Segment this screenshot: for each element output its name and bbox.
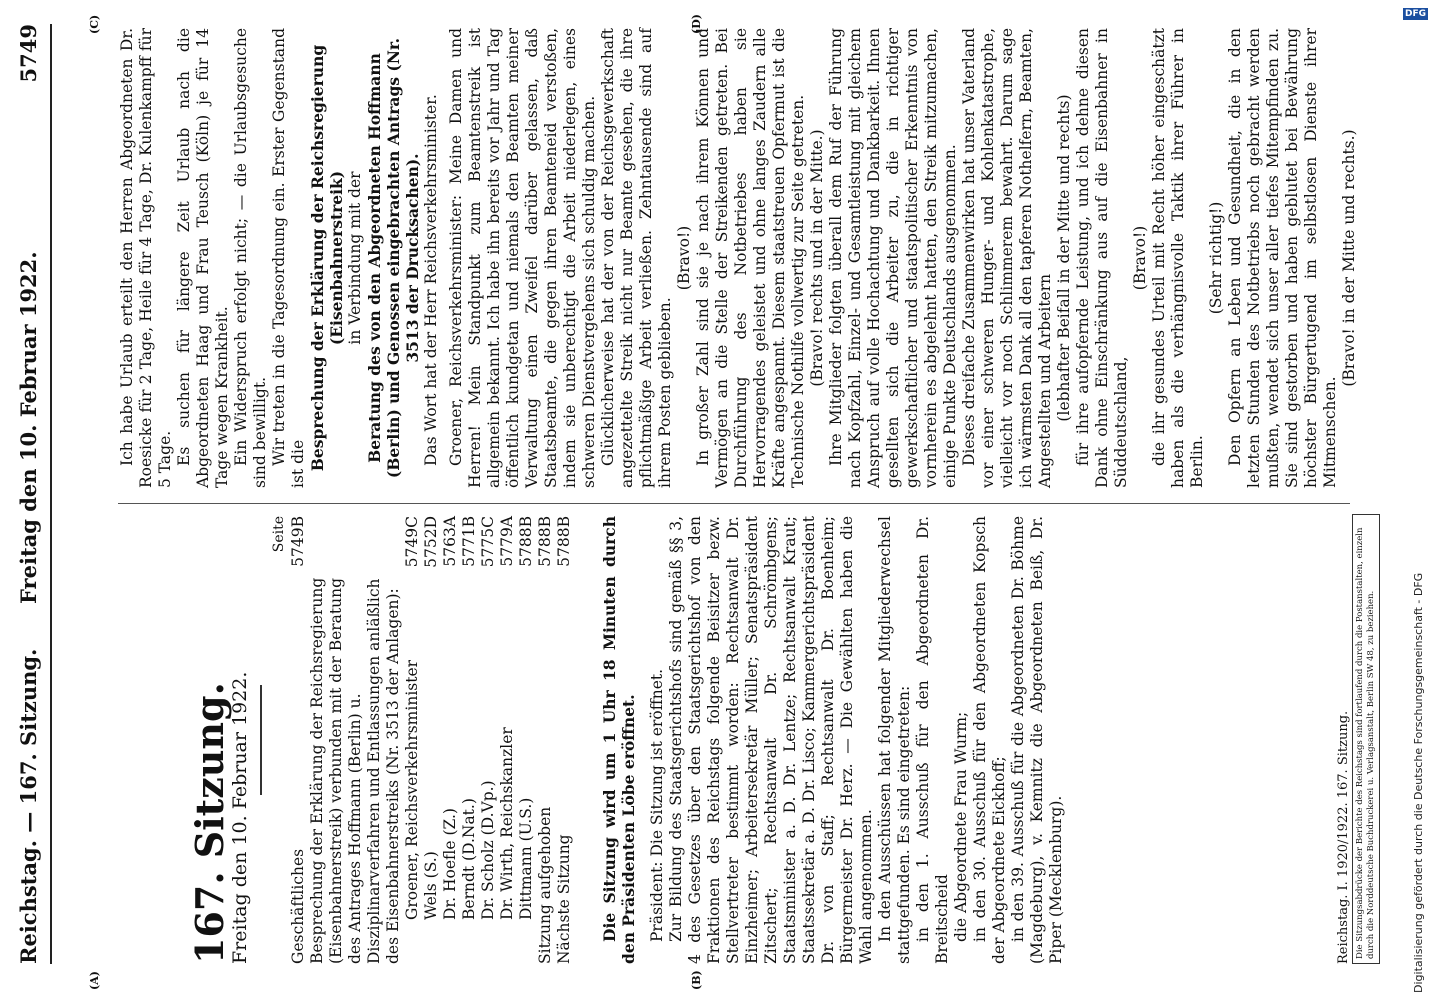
toc-entry-page: 5763A: [441, 516, 459, 567]
toc-entry-text: Dr. Hoefle (Z.): [441, 808, 459, 920]
toc-entry-text: Dr. Wirth, Reichskanzler: [498, 727, 516, 920]
left-column: [118, 516, 1066, 964]
floor-given: Das Wort hat der Herr Reichsverkehrsminister.: [422, 94, 440, 466]
margin-mark-a: (A): [88, 971, 101, 990]
title-rule: [260, 685, 262, 795]
no-objection: Ein Widerspruch erfolgt nicht; — die Urlaubsgesuche sind bewilligt.: [232, 28, 269, 488]
staatsgerichtshof-paragraph: Zur Bildung des Staatsgerichtshofs sind gemäß §§ 3, 4 des Gesetzes über den Staatsgerichtshof von den Fraktionen des Reichstags folgende Beisitzer bezw. Stellvertreter bestimmt worden: Rechtsanwalt Dr. Einzheimer; Arbeitersekretär Müller; Senatspräsident Zitschert; Rechtsanwalt Dr. Schrömbgens; Staatsminister a. D. Dr. Lentze; Rechtsanwalt Kraut; Staatssekretär a. D. Dr. Lisco; Kammergerichtspräsident Dr. von Staff; Rechtsanwalt Dr. Boenheim; Bürgermeister Dr. Herz. — Die Gewählten haben die Wahl angenommen.: [667, 516, 875, 964]
president-statement: Präsident: Die Sitzung ist eröffnet.: [648, 668, 666, 942]
footer-signature: Reichstag. I. 1920/1922. 167. Sitzung.: [1336, 710, 1351, 964]
toc-entry-page: 5788B: [536, 516, 554, 567]
toc-seite-label: Seite: [271, 516, 287, 553]
agenda-intro: Wir treten in die Tagesordnung ein. Erster Gegenstand ist die: [270, 28, 307, 488]
page-header: [16, 24, 52, 964]
committee-1: in den 1. Ausschuß für den Abgeordneten Dr. Breitscheid: [914, 516, 951, 964]
committee-change-paragraph: In den Ausschüssen hat folgender Mitgliederwechsel stattgefunden. Es sind eingetreten:: [876, 516, 913, 964]
toc-row: [422, 516, 441, 964]
groener-speech-8: Den Opfern an Leben und Gesundheit, die in den letzten Stunden des Notbetriebs noch gebracht werden mußten, wendet sich unser aller tiefes Mitempfinden zu. Sie sind gestorben und haben geblutet bei Bewährung höchster Bürgertugend im selbstlosen Dienste ihrer Mitmenschen.: [1226, 28, 1339, 488]
header-date: Freitag den 10. Februar 1922.: [16, 251, 41, 604]
toc-row: [441, 516, 460, 964]
toc-rows: [289, 516, 574, 964]
toc-entry-text: Groener, Reichsverkehrsminister: [403, 659, 421, 920]
committee-1-member: die Abgeordnete Frau Wurm;: [952, 711, 970, 942]
toc-entry-text: Dittmann (U.S.): [517, 797, 535, 920]
toc-row: [308, 516, 403, 964]
toc-row: [498, 516, 517, 964]
toc-entry-page: 5788B: [555, 516, 573, 567]
toc-row: [403, 516, 422, 964]
interjection-bravo-3: (Bravo!): [1131, 225, 1149, 291]
toc-entry-text: Nächste Sitzung: [555, 834, 573, 964]
toc-row: [479, 516, 498, 964]
interjection-sehr-richtig: (Sehr richtig!): [1207, 201, 1225, 315]
groener-speech-5: Dieses dreifache Zusammenwirken hat unser Vaterland vor einer schweren Hunger- und Kohlenkatastrophe, vielleicht vor noch Schlimmerem bewahrt. Darum sage ich wärmsten Dank all den tapferen Nothelfern, Beamten, Angestellten und Arbeitern: [960, 28, 1054, 488]
interjection-bravo-4: (Bravo! in der Mitte und rechts.): [1340, 129, 1358, 387]
toc-row: [536, 516, 555, 964]
interjection-applause: (lebhafter Beifall in der Mitte und rechts): [1055, 94, 1073, 422]
toc-row: [555, 516, 574, 964]
groener-speech-6: für ihre aufopfernde Leistung, und ich dehne diesen Dank ohne Einschränkung aus auf die Eisenbahner in Süddeutschland,: [1074, 28, 1130, 488]
agenda-item-1: Besprechung der Erklärung der Reichsregierung (Eisenbahnerstreik): [308, 44, 346, 472]
toc-entry-page: 5749B: [289, 516, 307, 567]
toc-row: [517, 516, 536, 964]
groener-speech-2: Glücklicherweise hat der von der Reichsgewerkschaft angezettelte Streik nicht nur Beamte gesehen, die ihre pflichtmäßige Arbeit verließen. Zehntausende sind auf ihrem Posten geblieben.: [599, 28, 674, 488]
committee-30: in den 30. Ausschuß für den Abgeordneten Kopsch der Abgeordnete Eickhoff;: [971, 516, 1008, 964]
credit-text: Digitalisierung gefördert durch die Deutsche Forschungsgemeinschaft - DFG: [1412, 572, 1425, 993]
toc-entry-text: Berndt (D.Nat.): [460, 798, 478, 920]
dfg-logo: DFG: [1404, 9, 1426, 19]
groener-speech-7: die ihr gesundes Urteil mit Recht höher eingeschätzt haben als die verhängnisvolle Taktik ihrer Führer in Berlin.: [1150, 28, 1206, 488]
leave-granted: Ich habe Urlaub erteilt den Herren Abgeordneten Dr. Roesicke für 2 Tage, Heile für 4 Tage, Dr. Kulenkampff für 5 Tage.: [118, 28, 174, 488]
toc-entry-text: Geschäftliches: [289, 848, 307, 964]
toc-entry-page: 5779A: [498, 516, 516, 567]
toc-entry-page: 5749C: [403, 516, 421, 568]
header-left: Reichstag. — 167. Sitzung.: [16, 648, 41, 964]
toc-entry-text: Besprechung der Erklärung der Reichsregierung (Eisenbahnerstreik) verbunden mit der Beratung des Antrages Hoffmann (Berlin) u. Disziplinarverfahren und Entlassungen anläßlich des Eisenbahnerstreiks (Nr. 3513 der Anlagen):: [308, 577, 402, 964]
toc-entry-text: Dr. Scholz (D.Vp.): [479, 780, 497, 920]
leave-requests: Es suchen für längere Zeit Urlaub nach die Abgeordneten Haag und Frau Teusch (Köln) je für 14 Tage wegen Krankheit.: [175, 28, 231, 488]
digitization-credit: [1412, 8, 1430, 993]
opening-paragraph: Die Sitzung wird um 1 Uhr 18 Minuten durch den Präsidenten Löbe eröffnet.: [600, 516, 638, 964]
toc-entry-text: Wels (S.): [422, 851, 440, 920]
toc-entry-page: 5771B: [460, 516, 478, 567]
agenda-item-2: Beratung des von den Abgeordneten Hoffmann (Berlin) und Genossen eingebrachten Antrags (Nr. 3513 der Drucksachen).: [365, 37, 422, 479]
column-divider: [118, 503, 1350, 504]
right-column: [118, 28, 1359, 488]
agenda-connector: in Verbindung mit der: [346, 171, 364, 345]
margin-mark-b: (B): [690, 970, 703, 990]
distribution-notice: Die Sitzungsabdrücke der Berichte des Reichstags sind fortlaufend durch die Postanstalten, einzeln durch die Norddeutsche Buchdruckerei u. Verlagsanstalt, Berlin SW 48, zu beziehen.: [1352, 514, 1380, 964]
groener-speech-1: Groener, Reichsverkehrsminister: Meine Damen und Herren! Mein Standpunkt zum Beamtenstreik ist allgemein bekannt. Ich habe ihn bereits vor Jahr und Tag öffentlich kundgetan und niemals den Beamten meiner Verwaltung einen Zweifel darüber gelassen, daß Staatsbeamte, die gegen ihren Beamteneid verstoßen, indem sie unberechtigt die Arbeit niederlegen, eines schweren Dienstvergehens sich schuldig machen.: [447, 28, 598, 488]
toc-entry-page: 5775C: [479, 516, 497, 568]
interjection-bravo-1: (Bravo!): [675, 225, 693, 291]
session-title: 167. Sitzung.: [187, 682, 232, 964]
margin-mark-c: (C): [88, 14, 101, 34]
session-date: Freitag den 10. Februar 1922.: [229, 671, 251, 964]
toc-row: [460, 516, 479, 964]
groener-speech-3: In großer Zahl sind sie je nach ihrem Können und Vermögen an die Stelle der Streikenden getreten. Bei Durchführung des Notbetriebes haben sie Hervorragendes geleistet und ohne langes Zaudern alle Kräfte angespannt. Diesem staatstreuen Opfermut ist die Technische Nothilfe vollwertig zur Seite getreten.: [694, 28, 807, 488]
interjection-bravo-2: (Bravo! rechts und in der Mitte.): [808, 129, 826, 387]
toc-entry-text: Sitzung aufgehoben: [536, 806, 554, 964]
margin-mark-d: (D): [690, 14, 703, 34]
president-opening: [648, 516, 667, 964]
toc-row: [289, 516, 308, 964]
toc-entry-page: 5752D: [422, 516, 440, 568]
page-number: 5749: [16, 24, 41, 83]
table-of-contents: [270, 516, 574, 964]
toc-entry-page: 5788B: [517, 516, 535, 567]
header-rule: [50, 24, 52, 964]
groener-speech-4: Ihre Mitglieder folgten überall dem Ruf der Führung nach Kopfzahl, Einzel- und Gesamtleistung mit gleichem Anspruch auf volle Hochachtung und Dankbarkeit. Ihnen gesellten sich die Arbeiter zu, die in richtiger gewerkschaftlicher und staatspolitischer Erkenntnis von vornherein es abgelehnt hatten, den Streik mitzumachen, einige Punkte Deutschlands ausgenommen.: [827, 28, 959, 488]
committee-39: in den 39. Ausschuß für die Abgeordneten Dr. Böhme (Magdeburg), v. Kemnitz die Abgeordneten Beiß, Dr. Piper (Mecklenburg).: [1009, 516, 1065, 964]
